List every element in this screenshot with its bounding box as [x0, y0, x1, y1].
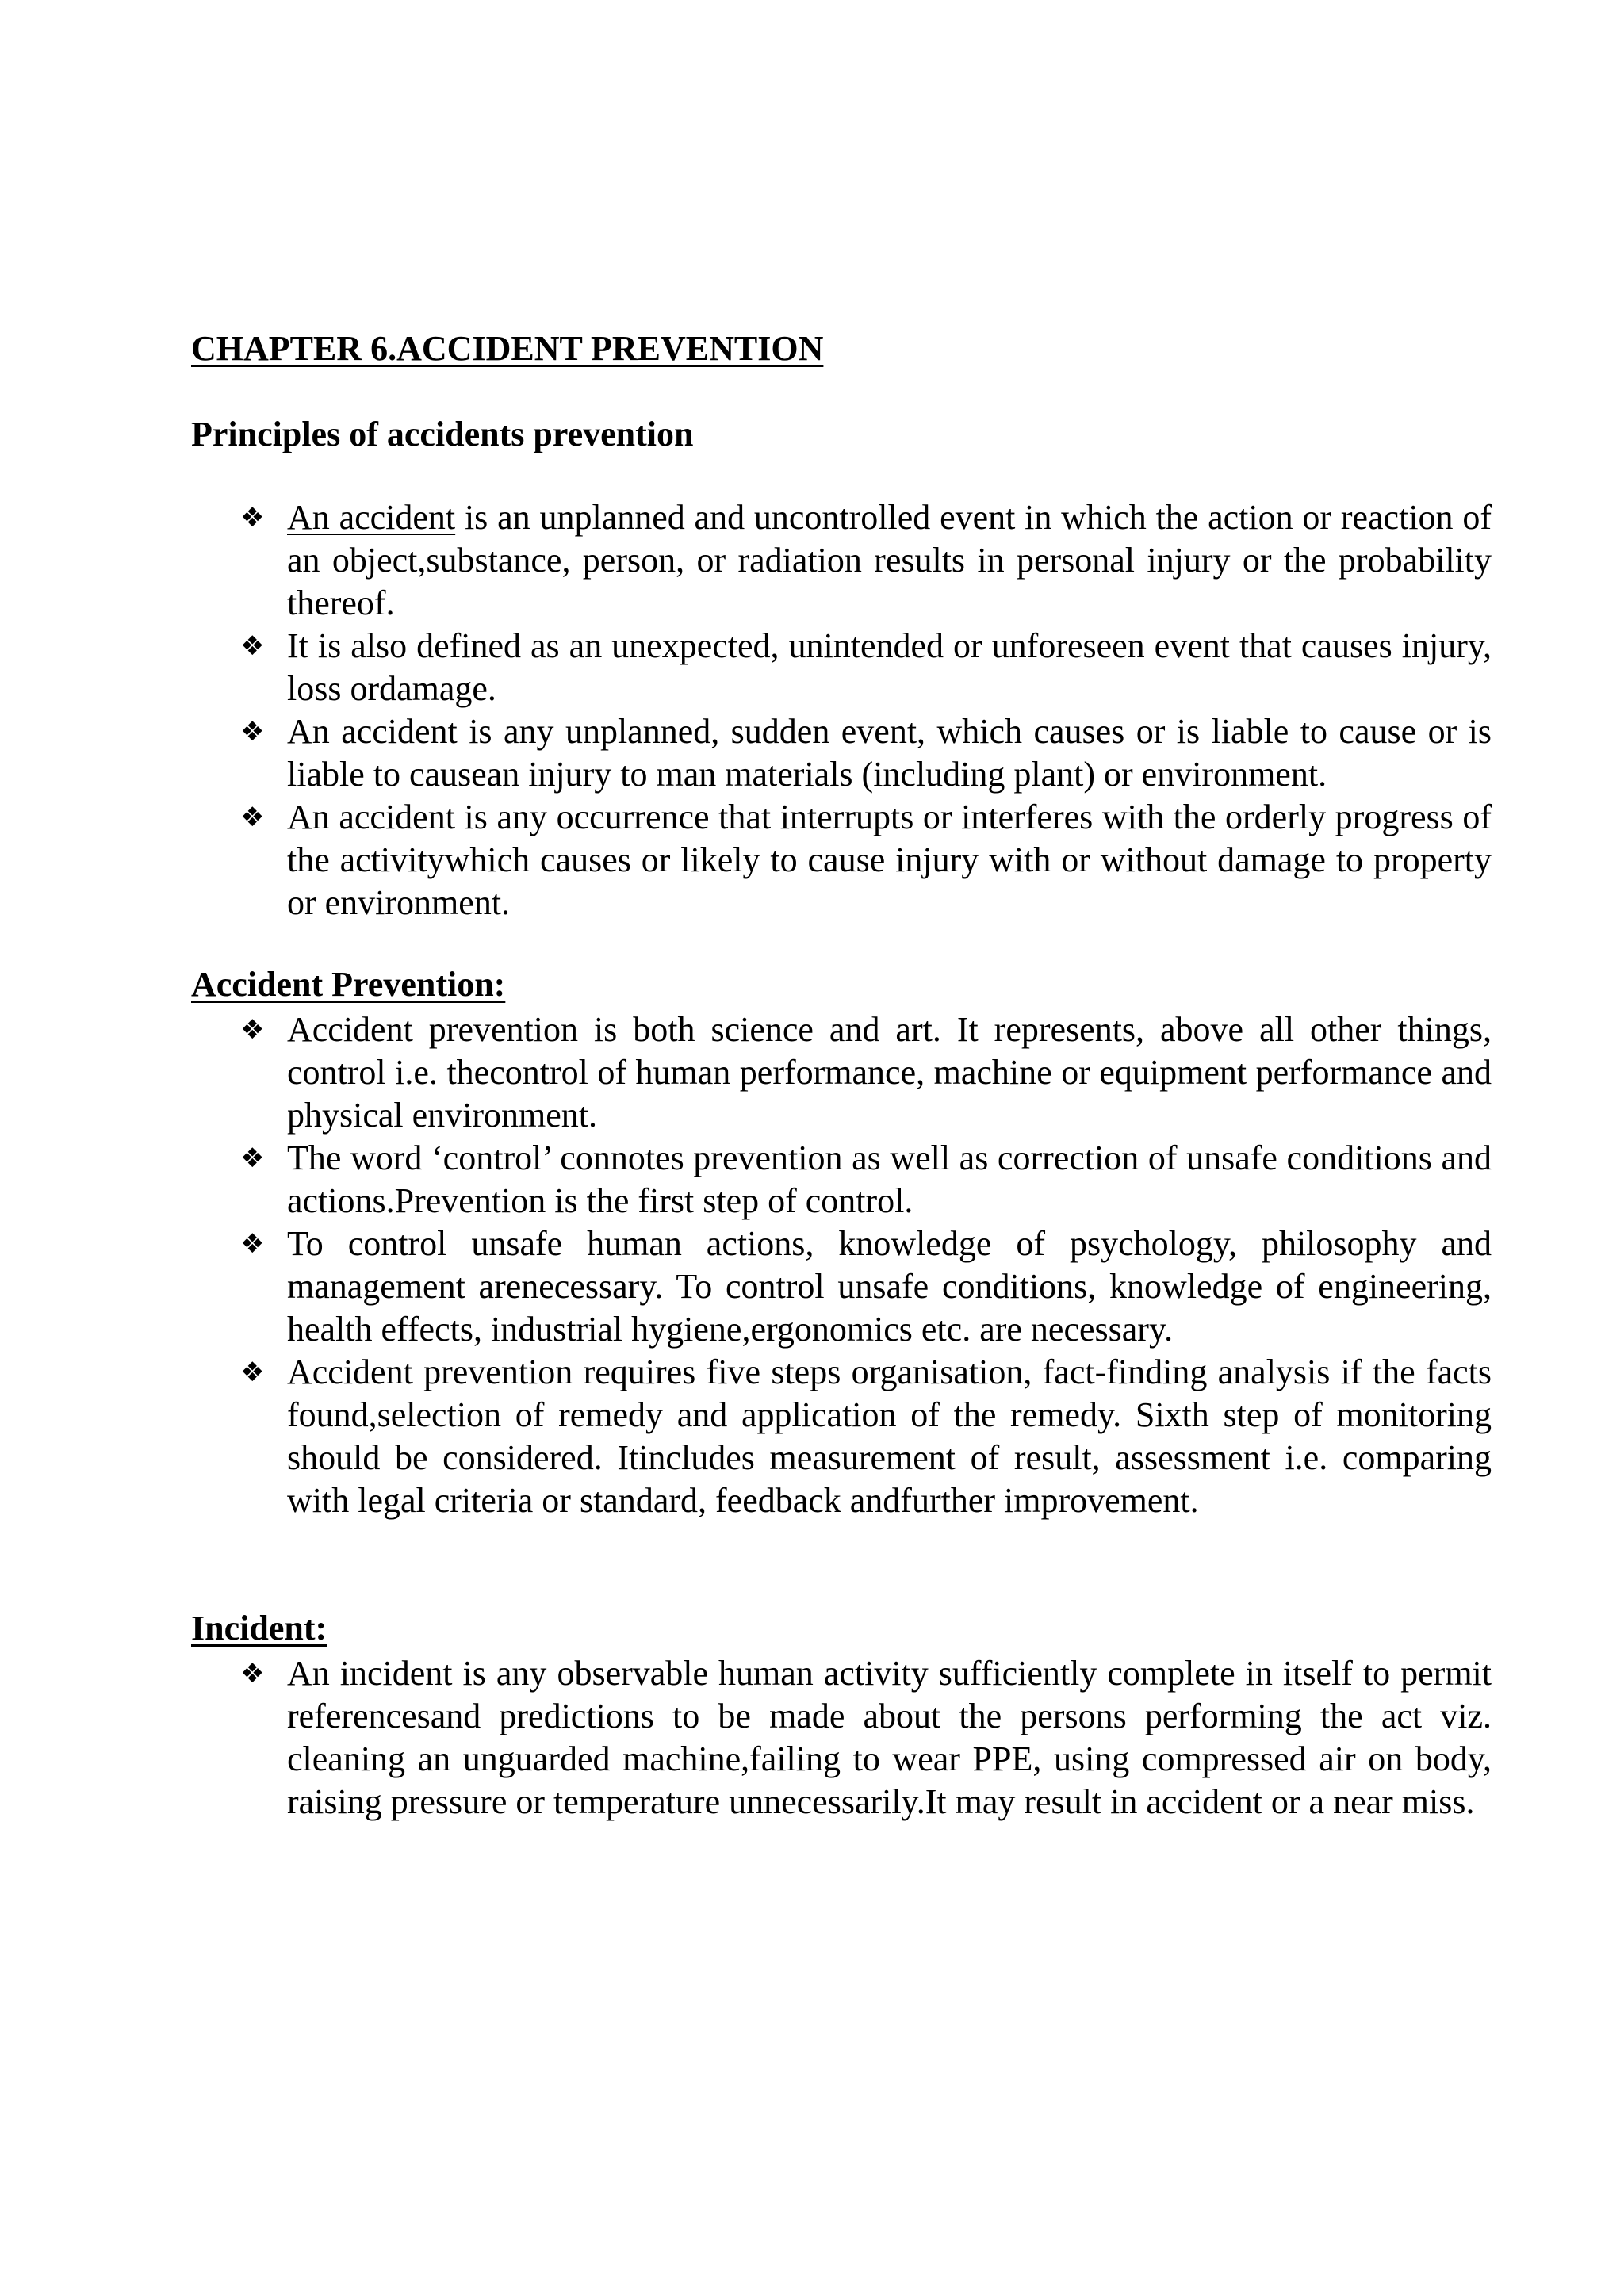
list-item-text: An accident is any unplanned, sudden event, which causes or is liable to cause or is liable to causean injury to man materials (including plant) or environment.: [287, 712, 1492, 794]
list-item: [191, 1223, 1492, 1351]
accident-prevention-list: [191, 1008, 1492, 1522]
list-item: [191, 1137, 1492, 1223]
list-item: [191, 625, 1492, 710]
diamond-bullet-icon: ❖: [240, 630, 265, 662]
list-item: [191, 796, 1492, 924]
list-item-text: The word ‘control’ connotes prevention as well as correction of unsafe conditions and actions.Prevention is the first step of control.: [287, 1138, 1492, 1220]
list-item-text: Accident prevention requires five steps organisation, fact-finding analysis if the facts found,selection of remedy and application of the remedy. Sixth step of monitoring should be considered. Itincludes measurement of result, assessment i.e. comparing with legal criteria or standard, feedback andfurther improvement.: [287, 1353, 1492, 1520]
diamond-bullet-icon: ❖: [240, 1357, 265, 1388]
list-item: [191, 710, 1492, 796]
diamond-bullet-icon: ❖: [240, 1014, 265, 1046]
page-content: [191, 325, 1492, 1823]
list-item: [191, 496, 1492, 625]
accident-prevention-heading: Accident Prevention:: [191, 965, 506, 1004]
list-item: [191, 1351, 1492, 1522]
list-item-text: Accident prevention is both science and art. It represents, above all other things, control i.e. thecontrol of human performance, machine or equipment performance and physical environment.: [287, 1010, 1492, 1135]
diamond-bullet-icon: ❖: [240, 1658, 265, 1689]
list-item-text: An incident is any observable human activity sufficiently complete in itself to permit referencesand predictions to be made about the persons performing the act viz. cleaning an unguarded machine,failing to wear PPE, using compressed air on body, raising pressure or temperature unnecessarily.It may result in accident or a near miss.: [287, 1654, 1492, 1821]
list-item-text: is an unplanned and uncontrolled event in which the action or reaction of an object,substance, person, or radiation results in personal injury or the probability thereof.: [287, 498, 1492, 622]
incident-list: [191, 1652, 1492, 1823]
incident-heading: Incident:: [191, 1609, 327, 1647]
principles-list: [191, 496, 1492, 924]
list-item-text: To control unsafe human actions, knowledge of psychology, philosophy and management arenecessary. To control unsafe conditions, knowledge of engineering, health effects, industrial hygiene,ergonomics etc. are necessary.: [287, 1224, 1492, 1349]
diamond-bullet-icon: ❖: [240, 716, 265, 748]
principles-heading: Principles of accidents prevention: [191, 415, 694, 453]
accident-term: An accident: [287, 498, 456, 537]
diamond-bullet-icon: ❖: [240, 502, 265, 534]
list-item-text: An accident is any occurrence that interrupts or interferes with the orderly progress of the activitywhich causes or likely to cause injury with or without damage to property or environment.: [287, 798, 1492, 922]
list-item: [191, 1008, 1492, 1137]
chapter-title: CHAPTER 6.ACCIDENT PREVENTION: [191, 329, 824, 368]
diamond-bullet-icon: ❖: [240, 1142, 265, 1174]
diamond-bullet-icon: ❖: [240, 1228, 265, 1260]
diamond-bullet-icon: ❖: [240, 802, 265, 833]
list-item: [191, 1652, 1492, 1823]
list-item-text: It is also defined as an unexpected, unintended or unforeseen event that causes injury, loss ordamage.: [287, 626, 1492, 708]
